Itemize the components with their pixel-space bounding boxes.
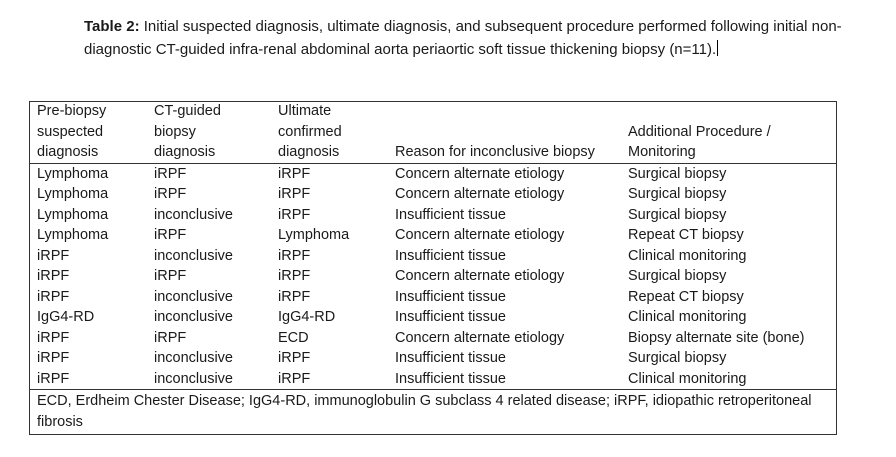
- cell-reason: Concern alternate etiology: [395, 268, 565, 284]
- cell-reason: Concern alternate etiology: [395, 329, 565, 346]
- header-ct-guided: CT-guided biopsy diagnosis: [146, 101, 270, 163]
- cell-ct-guided: inconclusive: [154, 350, 233, 366]
- table-header: [29, 101, 836, 163]
- cell-reason: Concern alternate etiology: [395, 227, 565, 243]
- cell-pre-biopsy: iRPF: [37, 268, 70, 284]
- cell-pre-biopsy: iRPF: [37, 247, 70, 264]
- cell-ct-guided: inconclusive: [154, 247, 233, 264]
- cell-pre-biopsy: Lymphoma: [37, 186, 109, 202]
- caption-text: Initial suspected diagnosis, ultimate diagnosis, and subsequent procedure performed following initial non-diagnostic CT-guided infra-renal abdominal aorta periaortic soft tissue thickening biopsy (n=11).: [84, 18, 842, 58]
- cell-ultimate: Lymphoma: [278, 227, 350, 243]
- cell-ultimate: iRPF: [278, 165, 311, 182]
- cell-additional: Surgical biopsy: [628, 206, 727, 223]
- cell-pre-biopsy: iRPF: [37, 329, 70, 346]
- cell-reason: Insufficient tissue: [395, 309, 506, 325]
- header-ultimate: Ultimate confirmed diagnosis: [270, 101, 387, 163]
- cell-ultimate: iRPF: [278, 186, 311, 202]
- table-footer: [29, 390, 836, 433]
- caption-label: Table 2:: [84, 18, 140, 35]
- footnote: ECD, Erdheim Chester Disease; IgG4-RD, immunoglobulin G subclass 4 related disease; iRPF, idiopathic retroperitoneal fibrosis: [29, 390, 836, 433]
- table-body: [29, 163, 836, 390]
- cell-pre-biopsy: iRPF: [37, 370, 70, 387]
- cell-additional: Clinical monitoring: [628, 370, 747, 387]
- cell-ultimate: iRPF: [278, 206, 311, 223]
- cell-reason: Concern alternate etiology: [395, 165, 565, 182]
- cell-ultimate: iRPF: [278, 288, 311, 305]
- table-row: [29, 163, 836, 184]
- cell-ultimate: ECD: [278, 329, 309, 346]
- cell-ultimate: iRPF: [278, 350, 311, 366]
- cell-ct-guided: inconclusive: [154, 309, 233, 325]
- cell-pre-biopsy: Lymphoma: [37, 227, 109, 243]
- cell-pre-biopsy: iRPF: [37, 288, 70, 305]
- table-row: [29, 348, 836, 369]
- cell-reason: Insufficient tissue: [395, 370, 506, 387]
- cell-additional: Surgical biopsy: [628, 350, 727, 366]
- cell-additional: Repeat CT biopsy: [628, 288, 744, 305]
- cell-reason: Concern alternate etiology: [395, 186, 565, 202]
- cell-reason: Insufficient tissue: [395, 247, 506, 264]
- cell-pre-biopsy: Lymphoma: [37, 206, 109, 223]
- footnote-row: [29, 390, 836, 433]
- cell-additional: Biopsy alternate site (bone): [628, 329, 805, 346]
- table-caption: [84, 15, 844, 61]
- cell-additional: Surgical biopsy: [628, 165, 727, 182]
- cell-reason: Insufficient tissue: [395, 288, 506, 305]
- table-row: [29, 266, 836, 287]
- cell-ct-guided: inconclusive: [154, 206, 233, 223]
- table-row: [29, 307, 836, 328]
- cell-ultimate: IgG4-RD: [278, 309, 336, 325]
- cell-reason: Insufficient tissue: [395, 206, 506, 223]
- cell-ct-guided: inconclusive: [154, 370, 233, 387]
- cell-ct-guided: iRPF: [154, 329, 187, 346]
- cell-ultimate: iRPF: [278, 247, 311, 264]
- cell-pre-biopsy: iRPF: [37, 350, 70, 366]
- table-row: [29, 184, 836, 205]
- table-row: [29, 287, 836, 308]
- table-row: [29, 246, 836, 267]
- cell-ultimate: iRPF: [278, 268, 311, 284]
- header-additional: Additional Procedure / Monitoring: [620, 101, 836, 163]
- cell-additional: Clinical monitoring: [628, 309, 747, 325]
- cell-pre-biopsy: IgG4-RD: [37, 309, 95, 325]
- cell-ct-guided: iRPF: [154, 227, 187, 243]
- table-row: [29, 369, 836, 390]
- results-table: [29, 101, 836, 432]
- cell-pre-biopsy: Lymphoma: [37, 165, 109, 182]
- table-row: [29, 225, 836, 246]
- cell-ultimate: iRPF: [278, 370, 311, 387]
- cell-ct-guided: iRPF: [154, 268, 187, 284]
- cell-reason: Insufficient tissue: [395, 350, 506, 366]
- header-pre-biopsy: Pre-biopsy suspected diagnosis: [29, 101, 146, 163]
- cell-ct-guided: iRPF: [154, 186, 187, 202]
- header-reason: Reason for inconclusive biopsy: [387, 101, 620, 163]
- cell-ct-guided: iRPF: [154, 165, 187, 182]
- table-row: [29, 205, 836, 226]
- cell-ct-guided: inconclusive: [154, 288, 233, 305]
- cell-additional: Repeat CT biopsy: [628, 227, 744, 243]
- text-cursor: [717, 40, 718, 56]
- header-row: [29, 101, 836, 163]
- cell-additional: Clinical monitoring: [628, 247, 747, 264]
- cell-additional: Surgical biopsy: [628, 268, 727, 284]
- table-row: [29, 328, 836, 349]
- cell-additional: Surgical biopsy: [628, 186, 727, 202]
